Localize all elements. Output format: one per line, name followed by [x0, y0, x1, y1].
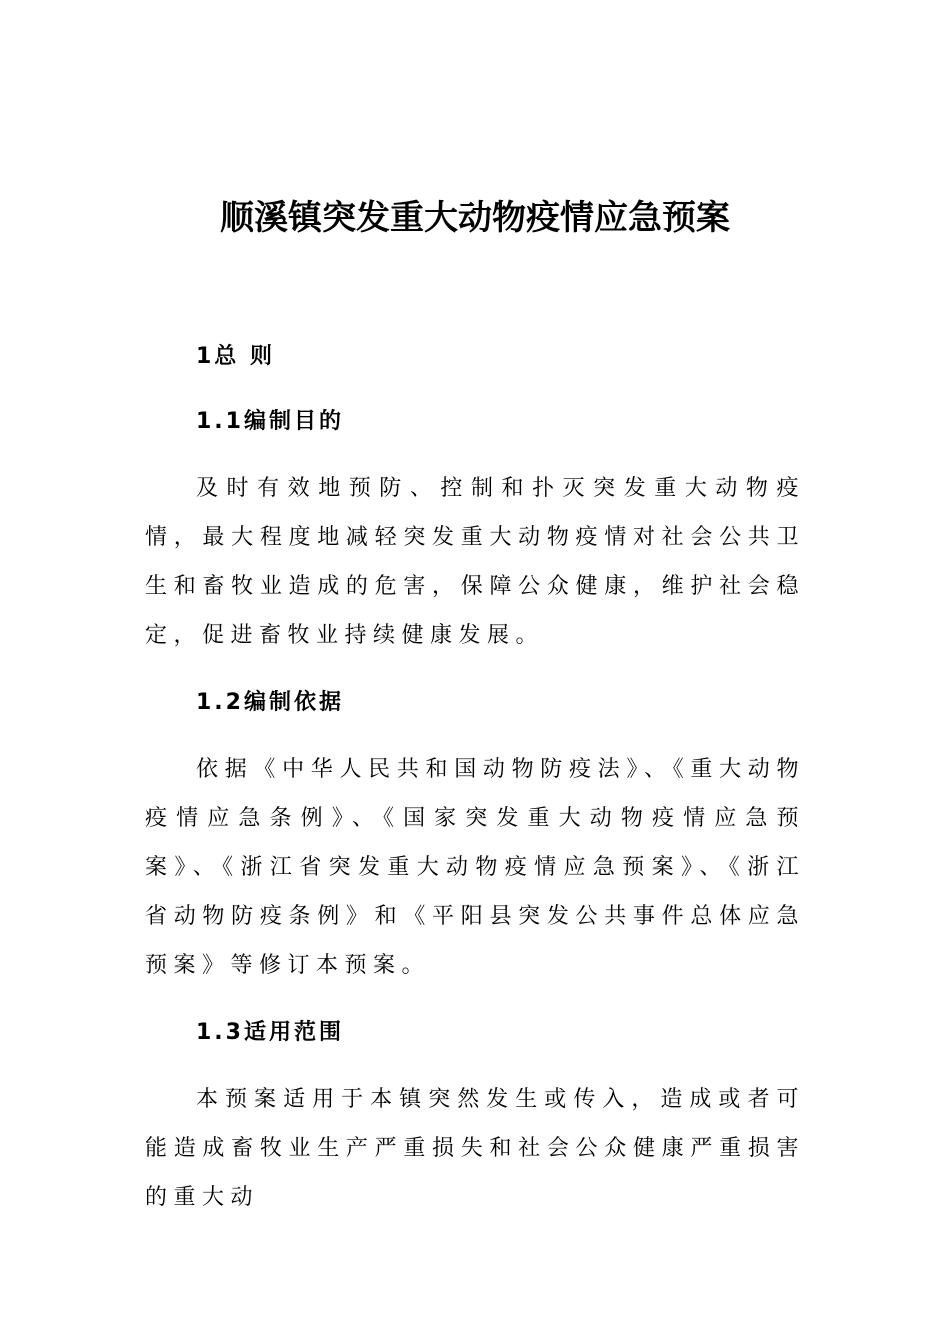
section-heading-purpose: 1.1编制目的: [196, 409, 344, 434]
paragraph-purpose: 及时有效地预防、控制和扑灭突发重大动物疫情，最大程度地减轻突发重大动物疫情对社会公共卫生和畜牧业造成的危害，保障公众健康，维护社会稳定，促进畜牧业持续健康发展。: [145, 476, 805, 648]
section-heading-scope: 1.3适用范围: [196, 1020, 344, 1045]
paragraph-basis: 依据《中华人民共和国动物防疫法》、《重大动物疫情应急条例》、《国家突发重大动物疫情应急预案》、《浙江省突发重大动物疫情应急预案》、《浙江省动物防疫条例》和《平阳县突发公共事件总体应急预案》等修订本预案。: [145, 757, 805, 978]
section-heading-general: 1总 则: [196, 344, 275, 369]
document-title: 顺溪镇突发重大动物疫情应急预案: [220, 198, 730, 238]
paragraph-scope: 本预案适用于本镇突然发生或传入，造成或者可能造成畜牧业生产严重损失和社会公众健康严重损害的重大动: [145, 1087, 805, 1210]
section-heading-basis: 1.2编制依据: [196, 690, 344, 715]
